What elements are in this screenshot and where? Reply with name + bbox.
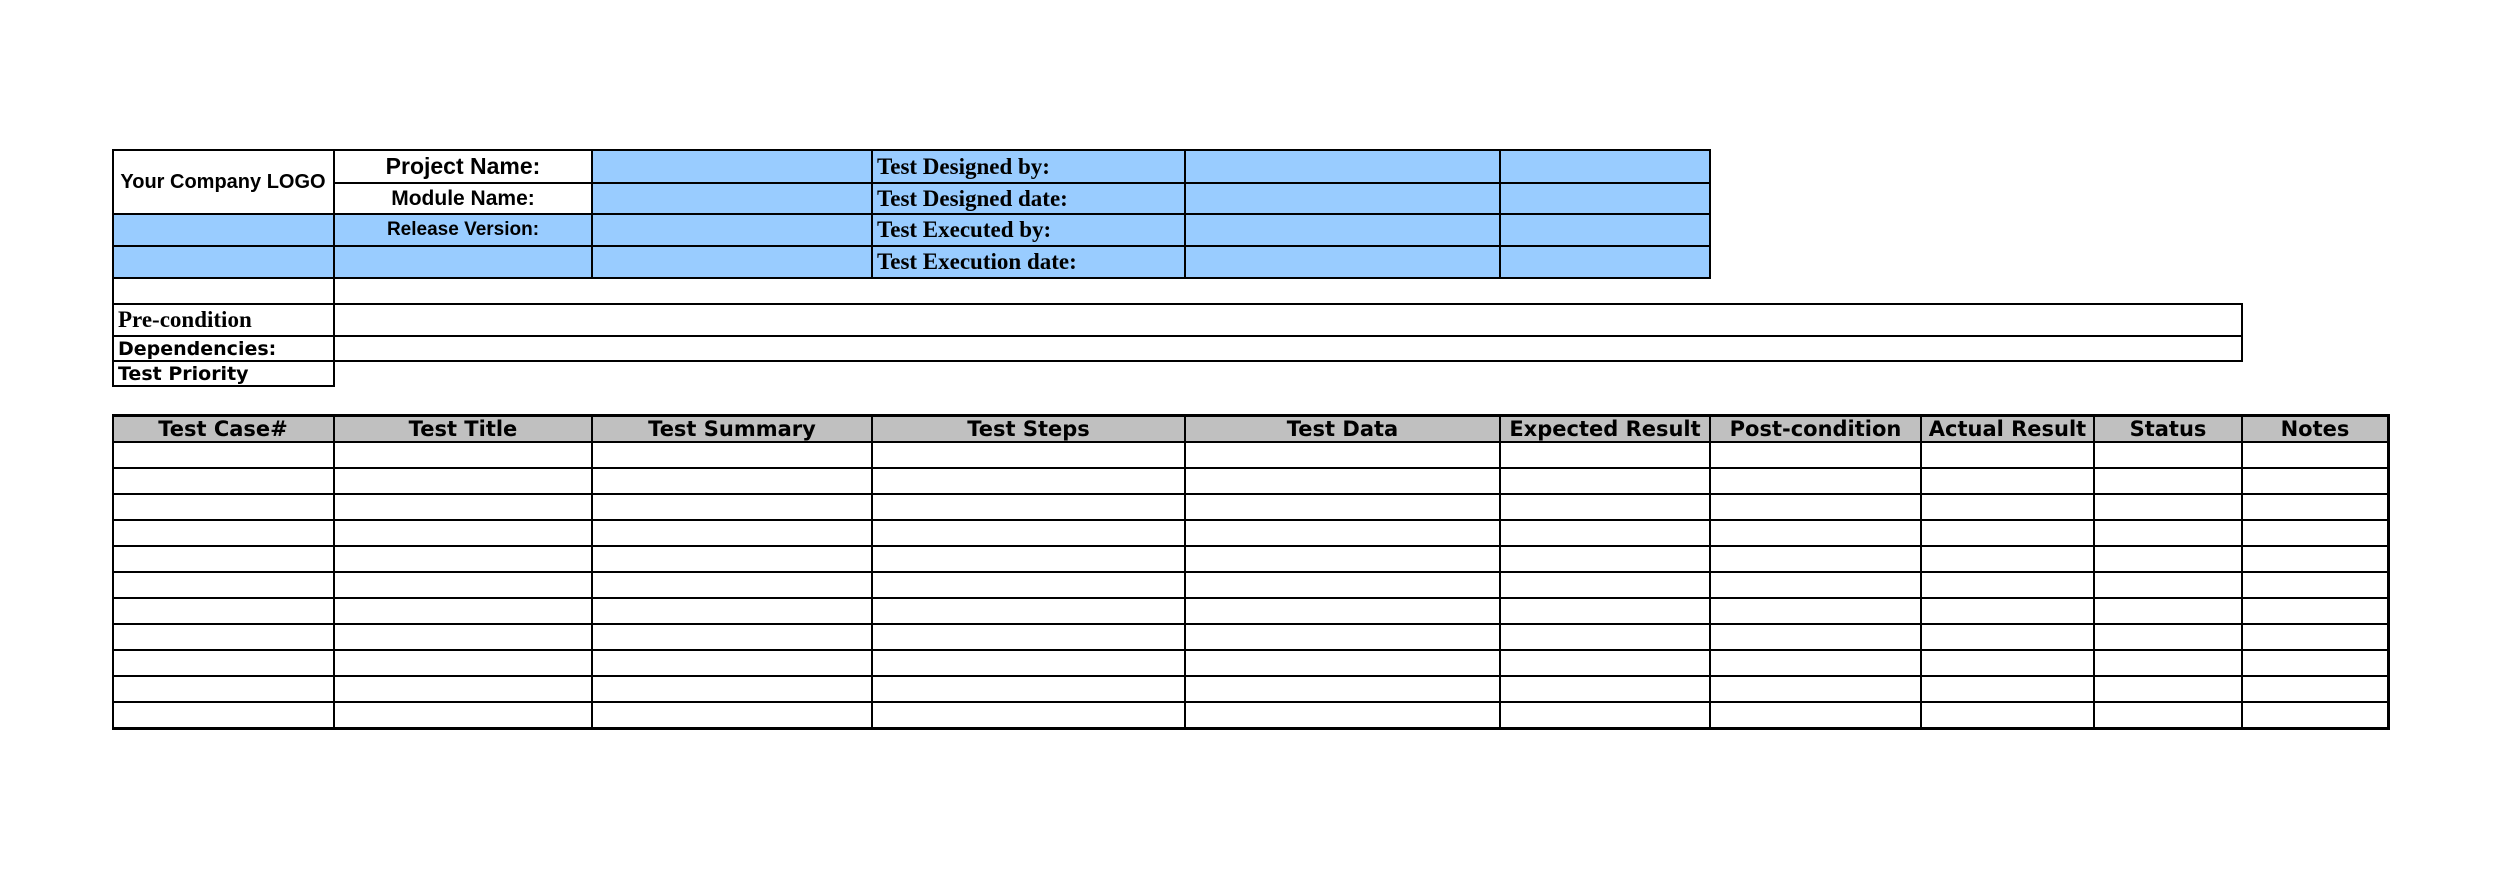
test-priority-label-text: Test Priority — [118, 362, 249, 385]
grid-line — [333, 182, 1711, 184]
table-cell[interactable] — [1711, 651, 1920, 675]
grid-line — [112, 519, 2390, 521]
precondition-label — [113, 304, 333, 336]
table-cell[interactable] — [873, 547, 1184, 571]
table-cell[interactable] — [2095, 443, 2241, 467]
table-cell[interactable] — [1186, 703, 1499, 727]
table-cell[interactable] — [2095, 703, 2241, 727]
test-execution-date-label — [872, 246, 1185, 278]
table-cell[interactable] — [335, 521, 591, 545]
table-cell[interactable] — [114, 573, 333, 597]
table-cell[interactable] — [1501, 651, 1709, 675]
release-version-label-text: Release Version: — [386, 219, 540, 240]
test-designed-date-label-text: Test Designed date: — [877, 185, 1068, 211]
table-cell[interactable] — [873, 495, 1184, 519]
table-cell[interactable] — [114, 547, 333, 571]
table-cell[interactable] — [1711, 677, 1920, 701]
column-header-test-steps-text: Test Steps — [967, 416, 1090, 441]
table-cell[interactable] — [1922, 573, 2093, 597]
test-execution-date-label-text: Test Execution date: — [877, 249, 1077, 274]
column-header-expected-result-text: Expected Result — [1509, 416, 1701, 441]
table-cell[interactable] — [1711, 573, 1920, 597]
grid-line — [112, 277, 1711, 279]
table-cell[interactable] — [1186, 573, 1499, 597]
header-blank-row-right[interactable] — [592, 246, 872, 278]
grid-line — [1709, 414, 1711, 730]
table-cell[interactable] — [114, 443, 333, 467]
table-cell[interactable] — [114, 625, 333, 649]
grid-line — [2241, 303, 2243, 362]
column-header-notes-text: Notes — [2280, 416, 2350, 441]
column-header-test-steps — [872, 415, 1185, 442]
grid-line — [112, 303, 2243, 305]
table-cell[interactable] — [335, 495, 591, 519]
grid-line — [112, 467, 2390, 469]
table-cell[interactable] — [1922, 495, 2093, 519]
column-header-expected-result — [1500, 415, 1710, 442]
column-header-test-data — [1185, 415, 1500, 442]
table-cell[interactable] — [2095, 573, 2241, 597]
column-header-post-condition — [1710, 415, 1921, 442]
table-cell[interactable] — [335, 599, 591, 623]
table-cell[interactable] — [1922, 547, 2093, 571]
grid-line — [333, 149, 335, 387]
test-designed-by-label — [872, 150, 1185, 183]
test-executed-by-label-text: Test Executed by: — [877, 217, 1052, 242]
grid-line — [112, 149, 1711, 151]
grid-line — [112, 545, 2390, 547]
table-cell[interactable] — [1922, 625, 2093, 649]
column-header-post-condition-text: Post-condition — [1729, 416, 1902, 441]
column-header-test-data-text: Test Data — [1286, 416, 1399, 441]
table-cell[interactable] — [1186, 547, 1499, 571]
column-header-status-text: Status — [2129, 416, 2207, 441]
grid-line — [112, 414, 2390, 417]
table-cell[interactable] — [1711, 521, 1920, 545]
grid-line — [333, 414, 335, 730]
table-cell[interactable] — [1186, 677, 1499, 701]
grid-line — [112, 675, 2390, 677]
grid-line — [112, 245, 1711, 247]
table-cell[interactable] — [2095, 677, 2241, 701]
table-cell[interactable] — [873, 521, 1184, 545]
table-cell[interactable] — [873, 443, 1184, 467]
table-cell[interactable] — [2095, 625, 2241, 649]
table-cell[interactable] — [1711, 495, 1920, 519]
table-cell[interactable] — [2243, 703, 2387, 727]
table-cell[interactable] — [1922, 703, 2093, 727]
table-cell[interactable] — [1501, 521, 1709, 545]
grid-line — [112, 360, 2243, 362]
column-header-test-case — [112, 415, 334, 442]
table-cell[interactable] — [1711, 469, 1920, 493]
grid-line — [2093, 414, 2095, 730]
table-cell[interactable] — [1711, 625, 1920, 649]
grid-line — [1184, 414, 1186, 730]
grid-line — [2387, 414, 2390, 730]
table-cell[interactable] — [1922, 651, 2093, 675]
column-header-test-summary-text: Test Summary — [648, 416, 816, 441]
table-cell[interactable] — [2095, 599, 2241, 623]
table-cell[interactable] — [114, 469, 333, 493]
table-cell[interactable] — [335, 625, 591, 649]
table-cell[interactable] — [114, 521, 333, 545]
table-cell[interactable] — [114, 677, 333, 701]
grid-line — [112, 213, 1711, 215]
table-cell[interactable] — [1186, 651, 1499, 675]
project-name-label-text: Project Name: — [385, 153, 541, 179]
table-cell[interactable] — [114, 651, 333, 675]
table-cell[interactable] — [2243, 469, 2387, 493]
module-name-label — [334, 183, 592, 214]
dependencies-input[interactable] — [334, 337, 2241, 360]
table-cell[interactable] — [873, 651, 1184, 675]
grid-line — [112, 727, 2390, 730]
table-cell[interactable] — [335, 651, 591, 675]
table-cell[interactable] — [1922, 677, 2093, 701]
table-cell[interactable] — [1711, 547, 1920, 571]
table-cell[interactable] — [1711, 703, 1920, 727]
table-cell[interactable] — [1501, 625, 1709, 649]
table-cell[interactable] — [2095, 469, 2241, 493]
table-cell[interactable] — [1501, 599, 1709, 623]
table-cell[interactable] — [1186, 599, 1499, 623]
grid-line — [112, 623, 2390, 625]
table-cell[interactable] — [2095, 495, 2241, 519]
grid-line — [112, 571, 2390, 573]
table-cell[interactable] — [593, 495, 871, 519]
grid-line — [112, 385, 335, 387]
table-cell[interactable] — [593, 521, 871, 545]
project-name-input[interactable] — [592, 150, 872, 183]
table-cell[interactable] — [335, 573, 591, 597]
table-cell[interactable] — [873, 599, 1184, 623]
table-cell[interactable] — [593, 469, 871, 493]
module-name-label-text: Module Name: — [391, 186, 535, 210]
table-cell[interactable] — [335, 703, 591, 727]
column-header-test-case-text: Test Case# — [158, 416, 288, 441]
grid-line — [591, 149, 593, 279]
table-cell[interactable] — [335, 443, 591, 467]
precondition-input[interactable] — [334, 305, 2241, 335]
dependencies-label-text: Dependencies: — [118, 337, 277, 360]
table-cell[interactable] — [335, 677, 591, 701]
table-cell[interactable] — [2243, 625, 2387, 649]
table-cell[interactable] — [1711, 599, 1920, 623]
table-cell[interactable] — [2243, 599, 2387, 623]
grid-line — [1499, 149, 1501, 279]
table-cell[interactable] — [1186, 495, 1499, 519]
table-cell[interactable] — [1501, 443, 1709, 467]
grid-line — [112, 701, 2390, 703]
table-cell[interactable] — [1501, 703, 1709, 727]
grid-line — [112, 414, 114, 730]
grid-line — [1709, 149, 1711, 279]
table-cell[interactable] — [873, 703, 1184, 727]
table-cell[interactable] — [593, 651, 871, 675]
test-priority-label — [113, 361, 333, 386]
release-version-input[interactable] — [592, 214, 872, 246]
project-name-label — [334, 150, 592, 183]
table-cell[interactable] — [1501, 573, 1709, 597]
test-designed-by-label-text: Test Designed by: — [877, 153, 1050, 179]
test-executed-by-label — [872, 214, 1185, 246]
table-cell[interactable] — [1501, 495, 1709, 519]
grid-line — [871, 414, 873, 730]
table-cell[interactable] — [2243, 547, 2387, 571]
table-cell[interactable] — [873, 469, 1184, 493]
table-cell[interactable] — [114, 599, 333, 623]
table-cell[interactable] — [1501, 677, 1709, 701]
grid-line — [112, 493, 2390, 495]
table-cell[interactable] — [2243, 677, 2387, 701]
grid-line — [1184, 149, 1186, 279]
company-logo-placeholder — [113, 150, 333, 214]
column-header-test-summary — [592, 415, 872, 442]
table-cell[interactable] — [2095, 521, 2241, 545]
grid-line — [112, 149, 114, 387]
grid-line — [112, 335, 2243, 337]
grid-line — [1499, 414, 1501, 730]
table-cell[interactable] — [1501, 547, 1709, 571]
table-cell[interactable] — [2243, 495, 2387, 519]
table-cell[interactable] — [1711, 443, 1920, 467]
table-cell[interactable] — [593, 625, 871, 649]
table-cell[interactable] — [1922, 469, 2093, 493]
table-cell[interactable] — [1501, 469, 1709, 493]
table-cell[interactable] — [1186, 443, 1499, 467]
column-header-actual-result — [1921, 415, 2094, 442]
precondition-label-text: Pre-condition — [118, 307, 252, 332]
table-cell[interactable] — [873, 573, 1184, 597]
table-cell[interactable] — [593, 573, 871, 597]
table-cell[interactable] — [1922, 599, 2093, 623]
table-cell[interactable] — [1922, 443, 2093, 467]
table-cell[interactable] — [593, 547, 871, 571]
column-header-actual-result-text: Actual Result — [1928, 416, 2087, 441]
grid-line — [591, 414, 593, 730]
table-cell[interactable] — [335, 547, 591, 571]
table-cell[interactable] — [873, 677, 1184, 701]
grid-line — [2241, 414, 2243, 730]
table-cell[interactable] — [2243, 521, 2387, 545]
column-header-notes — [2242, 415, 2388, 442]
table-cell[interactable] — [1186, 469, 1499, 493]
table-cell[interactable] — [1186, 625, 1499, 649]
column-header-status — [2094, 415, 2242, 442]
table-cell[interactable] — [593, 443, 871, 467]
module-name-input[interactable] — [592, 183, 872, 214]
table-cell[interactable] — [2243, 573, 2387, 597]
grid-line — [112, 441, 2390, 443]
table-cell[interactable] — [1186, 521, 1499, 545]
company-logo-text: Your Company LOGO — [120, 170, 326, 193]
table-cell[interactable] — [2243, 443, 2387, 467]
table-cell[interactable] — [2095, 547, 2241, 571]
grid-line — [871, 149, 873, 279]
grid-line — [112, 649, 2390, 651]
release-version-label — [334, 214, 592, 246]
table-cell[interactable] — [335, 469, 591, 493]
table-cell[interactable] — [2095, 651, 2241, 675]
grid-line — [112, 597, 2390, 599]
table-cell[interactable] — [593, 677, 871, 701]
table-cell[interactable] — [593, 703, 871, 727]
column-header-test-title-text: Test Title — [408, 416, 518, 441]
table-cell[interactable] — [2243, 651, 2387, 675]
table-cell[interactable] — [873, 625, 1184, 649]
table-cell[interactable] — [114, 703, 333, 727]
grid-line — [1920, 414, 1922, 730]
table-cell[interactable] — [593, 599, 871, 623]
table-cell[interactable] — [1922, 521, 2093, 545]
table-cell[interactable] — [114, 495, 333, 519]
dependencies-label — [113, 336, 333, 361]
test-designed-date-label — [872, 183, 1185, 214]
column-header-test-title — [334, 415, 592, 442]
